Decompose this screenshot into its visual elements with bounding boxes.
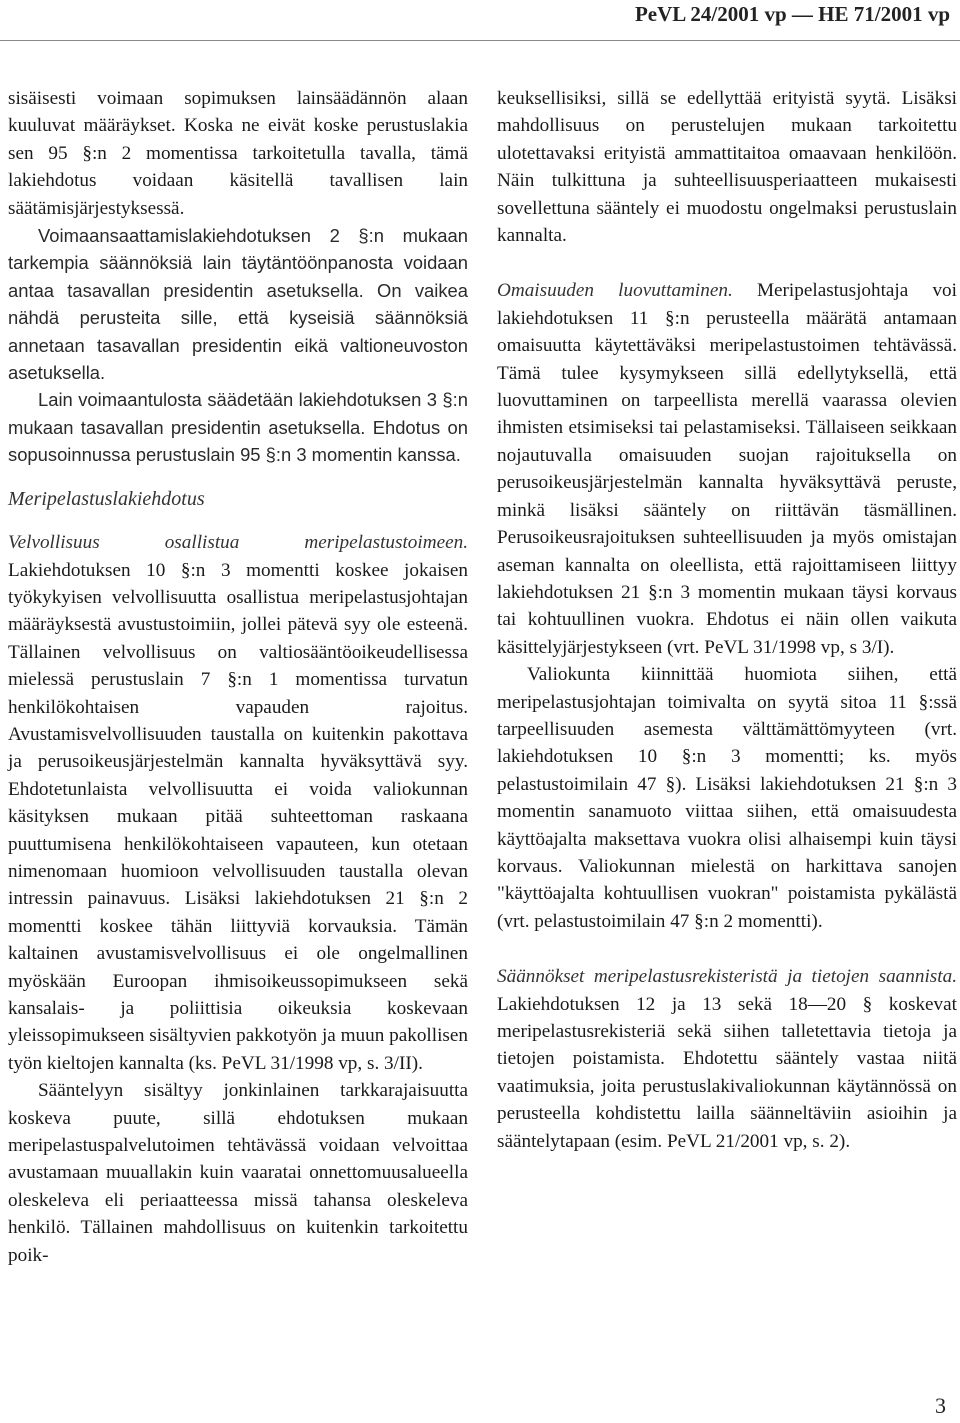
paragraph: Voimaansaattamislakiehdotuksen 2 §:n mukaan tarkempia säännöksiä lain täytäntöönpanosta voidaan antaa tasavallan presidentin asetuksella. On vaikea nähdä perusteita sille, että kyseisiä säännöksiä annetaan tasavallan presidentin eikä valtioneuvoston asetuksella. [8, 225, 468, 384]
header-divider [0, 40, 960, 41]
left-column [8, 85, 468, 1269]
page-number: 3 [935, 1393, 946, 1418]
paragraph: Valiokunta kiinnittää huomiota siihen, että meripelastusjohtajan toimivalta on syytä sitoa 11 §:ssä tarpeellisuuden asemesta välttämättömyyteen (vrt. lakiehdotuksen 10 §:n 3 momentti; ks. myös pelastustoimilain 47 §). Lisäksi lakiehdotuksen 21 §:n 3 momentin sanamuoto viittaa siihen, että omaisuudesta käyttöajalta maksettava vuokra olisi alhaisempi kuin täysi korvaus. Valiokunnan mielestä on harkittava sanojen "käyttöajalta kohtuullisen vuokran" poistamista pykälästä (vrt. pelastustoimilain 47 §:n 2 momentti). [497, 664, 957, 932]
paragraph [8, 529, 468, 1077]
paragraph-lead: Säännökset meripelastusrekisteristä ja tietojen saannista. [497, 966, 957, 988]
paragraph-lead: Velvollisuus osallistua meripelastustoimeen. [8, 532, 468, 554]
running-header: PeVL 24/2001 vp — HE 71/2001 vp [634, 2, 950, 26]
paragraph-body: Meripelastusjohtaja voi lakiehdotuksen 11 §:n perusteella määrätä antamaan omaisuutta käytettäväksi meripelastustoimen tehtävässä. Tämä tulee kysymykseen sillä edellytyksellä, että luovuttaminen on tarpeellista merellä vaarassa olevien ihmisten etsimiseksi tai pelastamiseksi. Tällaiseen seikkaan nojautuvalla omaisuuden suojan rajoituksella on perusoikeusjärjestelmän kannalta hyväksyttävä peruste, minkä lisäksi sääntely on riittävän täsmällinen. Perusoikeusrajoituksen suhteellisuuden ja myös omistajan aseman kannalta on oleellista, että rajoittamiseen liittyy lakiehdotuksen 21 §:n 3 momentin mukaan täysi korvaus tai kohtuullinen vuokra. Ehdotus ei näin ollen vaikuta käsittelyjärjestykseen (vrt. PeVL 31/1998 vp, s 3/I). [497, 280, 957, 658]
paragraph [497, 963, 957, 1155]
section-heading: Meripelastuslakiehdotus [8, 487, 205, 510]
spacer [497, 249, 957, 277]
spacer [497, 935, 957, 963]
right-column [497, 85, 957, 1155]
paragraph-lead: Omaisuuden luovuttaminen. [497, 280, 733, 302]
paragraph: Sääntelyyn sisältyy jonkinlainen tarkkarajaisuutta koskeva puute, sillä ehdotuksen mukaan meripelastuspalvelutoimen tehtävässä voidaan velvoittaa avustamaan muuallakin kuin vaaratai onnettomuusalueella oleskeleva eli periaatteessa missä tahansa oleskeleva henkilö. Tällainen mahdollisuus on kuitenkin tarkoitettu poik- [8, 1080, 468, 1266]
paragraph-body: Lakiehdotuksen 12 ja 13 sekä 18—20 § koskevat meripelastusrekisteriä sekä siihen talletettavia tietoja ja tietojen poistamista. Ehdotettu sääntely vastaa niitä vaatimuksia, joita perustuslakivaliokunnan käytännössä on perusteella kohdistettu lailla säänneltäviin asioihin ja sääntelytapaan (esim. PeVL 21/2001 vp, s. 2). [497, 993, 957, 1152]
paragraph-body: Lakiehdotuksen 10 §:n 3 momentti koskee jokaisen työkykyisen velvollisuutta osallistua meripelastusjohtajan määräyksestä avustustoimiin, jollei pätevä syy ole esteenä. Tällainen velvollisuus on valtiosääntöoikeudellisessa mielessä perustuslain 7 §:n 1 momentissa turvatun henkilökohtaisen vapauden rajoitus. Avustamisvelvollisuuden taustalla on kuitenkin pakottava ja perusoikeusjärjestelmän kannalta hyväksyttävä syy. Ehdotetunlaista velvollisuutta ei voida valiokunnan käsityksen mukaan pitää suhteettoman raskaana puuttumisena henkilökohtaiseen vapauteen, kun otetaan nimenomaan huomioon velvollisuuden taustalla olevan intressin painavuus. Lisäksi lakiehdotuksen 21 §:n 2 momentti koskee tähän liittyviä korvauksia. Tämän kaltainen avustamisvelvollisuus ei ole ongelmallinen myöskään Euroopan ihmisoikeussopimukseen sekä kansalais- ja poliittisia oikeuksia koskevaan yleissopimukseen sisältyvien pakkotyön ja muun pakollisen työn kieltojen kannalta (ks. PeVL 31/1998 vp, s. 3/II). [8, 559, 468, 1074]
paragraph: sisäisesti voimaan sopimuksen lainsäädännön alaan kuuluvat määräykset. Koska ne eivät koske perustuslakia sen 95 §:n 2 momentissa tarkoitetulla tavalla, tämä lakiehdotus voidaan käsitellä tavallisen lain säätämisjärjestyksessä. [8, 88, 468, 219]
paragraph: Lain voimaantulosta säädetään lakiehdotuksen 3 §:n mukaan tasavallan presidentin asetuksella. Ehdotus on sopusoinnussa perustuslain 95 §:n 3 momentin kanssa. [8, 389, 468, 466]
paragraph: keuksellisiksi, sillä se edellyttää erityistä syytä. Lisäksi mahdollisuus on perustelujen mukaan tarkoitettu ulotettavaksi erityistä ammattitaitoa omaavaan henkilöön. Näin tulkittuna ja suhteellisuusperiaatteen mukaisesti sovellettuna sääntely ei muodostu ongelmaksi perustuslain kannalta. [497, 88, 957, 247]
paragraph [497, 277, 957, 661]
